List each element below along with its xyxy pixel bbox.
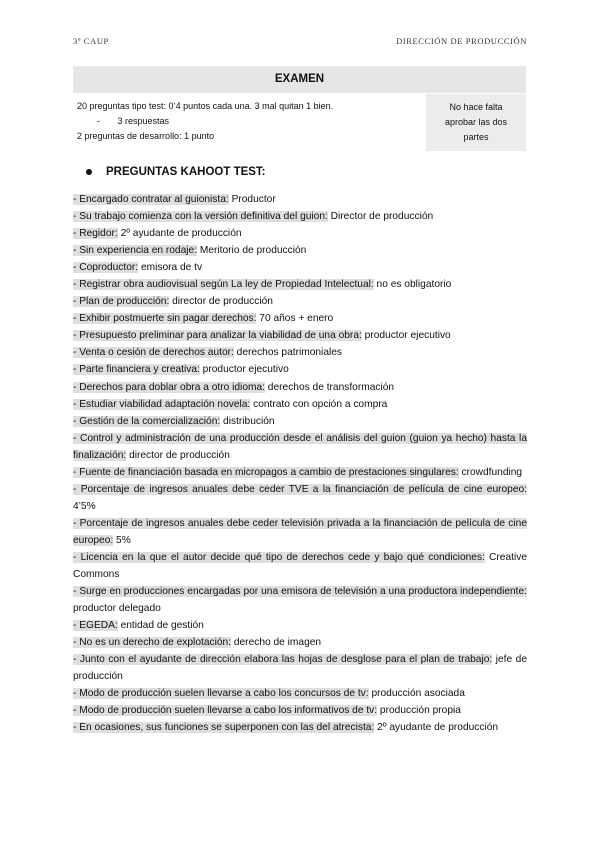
exam-body bbox=[73, 93, 526, 151]
answer-text: entidad de gestión bbox=[117, 620, 204, 632]
question-item bbox=[73, 634, 527, 651]
answer-text: Creative Commons bbox=[73, 551, 527, 581]
question-text: - Sin experiencia en rodaje: bbox=[73, 245, 198, 257]
answer-text: no es obligatorio bbox=[373, 279, 452, 291]
exam-note-line: partes bbox=[463, 132, 489, 142]
exam-details bbox=[73, 93, 426, 151]
answer-text: productor delegado bbox=[73, 603, 161, 615]
question-item bbox=[73, 685, 527, 702]
question-item bbox=[73, 361, 527, 378]
question-text: - Derechos para doblar obra a otro idioma: bbox=[73, 381, 265, 393]
question-item bbox=[73, 208, 527, 225]
answer-text: director de producción bbox=[126, 449, 230, 461]
answer-text: productor ejecutivo bbox=[361, 330, 451, 342]
question-text: - Estudiar viabilidad adaptación novela: bbox=[73, 398, 251, 410]
section-heading bbox=[86, 166, 266, 178]
answer-text: Meritorio de producción bbox=[197, 245, 307, 257]
question-item bbox=[73, 430, 527, 464]
answer-text: 2º ayudante de producción bbox=[117, 228, 242, 240]
answer-text: derechos de transformación bbox=[264, 381, 395, 393]
answer-text: 5% bbox=[113, 534, 131, 546]
question-text: - Parte financiera y creativa: bbox=[73, 364, 200, 376]
question-text: - Porcentaje de ingresos anuales debe ceder TVE a la financiación de película de cine europeo: bbox=[73, 483, 527, 495]
question-text: - Coproductor: bbox=[73, 262, 139, 274]
question-text: - Licencia en la que el autor decide qué tipo de derechos cede y bajo qué condiciones: bbox=[73, 551, 485, 563]
question-text: - Modo de producción suelen llevarse a cabo los informativos de tv: bbox=[73, 705, 378, 717]
question-item bbox=[73, 413, 527, 430]
question-text: - Junto con el ayudante de dirección elabora las hojas de desglose para el plan de trabajo: bbox=[73, 654, 493, 666]
answer-text: 4’5% bbox=[73, 500, 96, 512]
question-item bbox=[73, 719, 527, 736]
exam-note bbox=[426, 94, 526, 151]
exam-line-answers: - 3 respuestas bbox=[97, 116, 170, 126]
answer-text: 70 años + enero bbox=[256, 313, 334, 325]
question-item bbox=[73, 515, 527, 549]
question-text: - Control y administración de una producción desde el análisis del guion (guion ya hecho) hasta la finalización: bbox=[73, 432, 527, 461]
question-text: - En ocasiones, sus funciones se superponen con las del atrecista: bbox=[73, 722, 375, 734]
question-item bbox=[73, 702, 527, 719]
section-title: PREGUNTAS KAHOOT TEST: bbox=[106, 166, 266, 178]
question-item bbox=[73, 293, 527, 310]
question-item bbox=[73, 259, 527, 276]
question-item bbox=[73, 310, 527, 327]
answer-text: Productor bbox=[228, 194, 276, 205]
answer-text: distribución bbox=[220, 415, 275, 427]
question-text: - Porcentaje de ingresos anuales debe ceder televisión privada a la financiación de película de cine europeo: bbox=[73, 517, 527, 546]
question-text: - Su trabajo comienza con la versión definitiva del guion: bbox=[73, 211, 328, 223]
exam-box bbox=[73, 66, 526, 151]
answer-text: producción propia bbox=[377, 705, 461, 717]
question-text: - Modo de producción suelen llevarse a cabo los concursos de tv: bbox=[73, 688, 369, 700]
question-item bbox=[73, 276, 527, 293]
bullet-icon bbox=[86, 169, 92, 175]
question-item bbox=[73, 481, 527, 515]
question-text: - Fuente de financiación basada en micropagos a cambio de prestaciones singulares: bbox=[73, 466, 459, 478]
question-item bbox=[73, 651, 527, 685]
question-text: - Surge en producciones encargadas por una emisora de televisión a una productora independiente: bbox=[73, 586, 527, 598]
answer-text: director de producción bbox=[169, 296, 273, 308]
exam-note-line: No hace falta bbox=[449, 102, 503, 112]
question-item bbox=[73, 549, 527, 583]
answer-text: producción asociada bbox=[368, 688, 465, 700]
question-item bbox=[73, 344, 527, 361]
exam-note-line: aprobar las dos bbox=[444, 117, 508, 127]
question-list bbox=[73, 191, 527, 737]
question-item bbox=[73, 379, 527, 396]
question-item bbox=[73, 464, 527, 481]
question-text: - Gestión de la comercialización: bbox=[73, 415, 221, 427]
question-item bbox=[73, 327, 527, 344]
question-text: - Exhibir postmuerte sin pagar derechos: bbox=[73, 313, 257, 325]
exam-line-development: 2 preguntas de desarrollo: 1 punto bbox=[77, 131, 215, 141]
answer-text: crowdfunding bbox=[458, 466, 523, 478]
exam-title: EXAMEN bbox=[73, 66, 526, 93]
answer-text: contrato con opción a compra bbox=[250, 398, 388, 410]
answer-text: emisora de tv bbox=[138, 262, 203, 274]
answer-text: derecho de imagen bbox=[231, 637, 322, 649]
question-text: - EGEDA: bbox=[73, 620, 118, 632]
question-item bbox=[73, 191, 527, 208]
answer-text: 2º ayudante de producción bbox=[374, 722, 499, 734]
question-item bbox=[73, 242, 527, 259]
question-text: - Regidor: bbox=[73, 228, 118, 240]
question-item bbox=[73, 617, 527, 634]
question-text: - Plan de producción: bbox=[73, 296, 170, 308]
question-text: - Encargado contratar al guionista: bbox=[73, 194, 229, 205]
answer-text: productor ejecutivo bbox=[199, 364, 289, 376]
question-text: - No es un derecho de explotación: bbox=[73, 637, 232, 649]
header-course: 3º CAUP bbox=[73, 36, 109, 46]
answer-text: derechos patrimoniales bbox=[233, 347, 343, 359]
answer-text: Director de producción bbox=[327, 211, 434, 223]
question-item bbox=[73, 583, 527, 617]
question-text: - Presupuesto preliminar para analizar la viabilidad de una obra: bbox=[73, 330, 362, 342]
answer-text: jefe de producción bbox=[73, 654, 527, 683]
question-text: - Registrar obra audiovisual según La ley de Propiedad Intelectual: bbox=[73, 279, 374, 291]
exam-line-test: 20 preguntas tipo test: 0’4 puntos cada una. 3 mal quitan 1 bien. bbox=[77, 101, 334, 111]
question-item bbox=[73, 396, 527, 413]
header-subject: DIRECCIÓN DE PRODUCCIÓN bbox=[396, 36, 527, 46]
question-text: - Venta o cesión de derechos autor: bbox=[73, 347, 234, 359]
question-item bbox=[73, 225, 527, 242]
